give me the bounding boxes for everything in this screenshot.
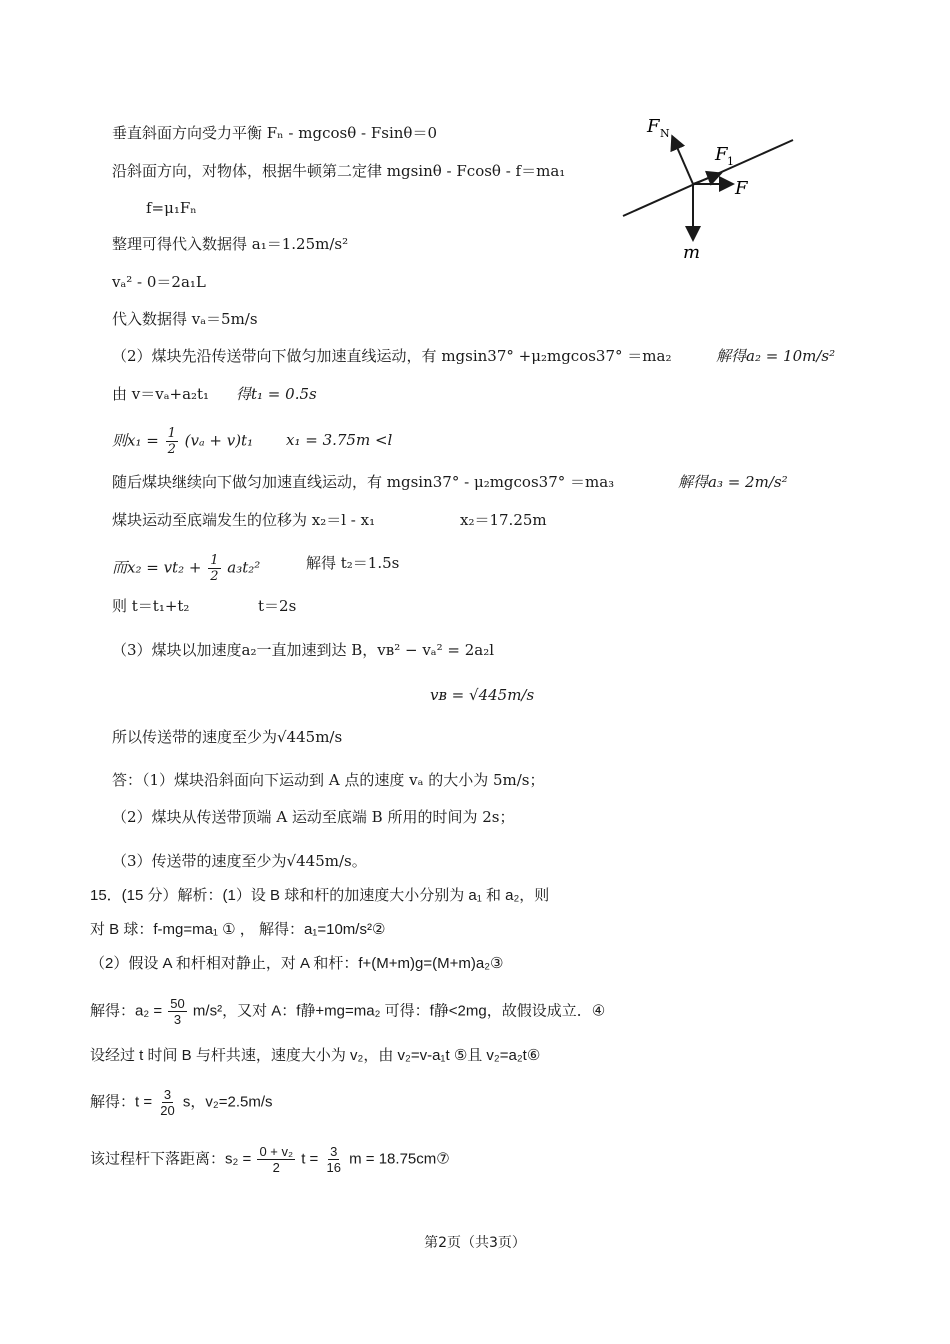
text-line: 代入数据得 vₐ＝5m/s xyxy=(112,310,258,328)
text-line: （3）煤块以加速度a₂一直加速到达 B，vʙ² − vₐ² = 2a₂l xyxy=(112,641,495,659)
math-part: (vₐ + v)t₁ xyxy=(184,431,254,450)
f-label: F xyxy=(735,178,748,199)
fraction: $\frac{50}{3}$ xyxy=(170,996,185,1027)
f1-label: F xyxy=(715,144,728,165)
text-part: 解得：a₂ = xyxy=(90,1002,163,1020)
text-line: 解得 t₂＝1.5s xyxy=(306,554,400,572)
text-part: 解得：t = xyxy=(90,1093,153,1111)
text-line: vₐ² - 0＝2a₁L xyxy=(112,273,206,291)
math-expression xyxy=(112,553,260,584)
fn-label-sub: N xyxy=(660,127,670,140)
normal-force-arrow xyxy=(673,138,693,184)
f1-arrow xyxy=(693,174,719,184)
text-line: 15．(15 分）解析：(1）设 B 球和杆的加速度大小分别为 a₁ 和 a₂，则 xyxy=(90,887,550,904)
math-part: a₃t₂² xyxy=(227,558,261,577)
text-line: （2）煤块先沿传送带向下做匀加速直线运动，有 mgsin37° +μ₂mgcos37° ＝ma₂ xyxy=(112,347,672,365)
text-line: x₂＝17.25m xyxy=(460,511,547,529)
text-line xyxy=(90,1144,450,1175)
math-expression: 解得a₃ = 2m/s² xyxy=(678,473,788,491)
text-line: 设经过 t 时间 B 与杆共速，速度大小为 v₂，由 v₂=v-a₁t ⑤且 v₂=a₂t⑥ xyxy=(90,1047,541,1064)
text-line: 所以传送带的速度至少为√445m/s xyxy=(112,728,343,746)
text-line: （2）假设 A 和杆相对静止，对 A 和杆：f+(M+m)g=(M+m)a₂③ xyxy=(90,955,504,972)
math-part: 则x₁ = xyxy=(112,431,159,450)
text-line: 由 v＝vₐ+a₂t₁ xyxy=(112,385,210,403)
text-line: 垂直斜面方向受力平衡 Fₙ - mgcosθ - Fsinθ＝0 xyxy=(112,124,437,142)
text-line: 对 B 球：f-mg=ma₁ ① ， 解得：a₁=10m/s²② xyxy=(90,921,386,938)
text-part: t = xyxy=(301,1150,319,1168)
text-part: m/s²，又对 A：f静+mg=ma₂ 可得：f静<2mg，故假设成立．④ xyxy=(192,1002,606,1020)
text-part: m = 18.75cm⑦ xyxy=(349,1150,450,1168)
fraction: $\frac{1}{2}$ xyxy=(210,553,219,584)
math-part: 而x₂ = vt₂ + xyxy=(112,558,202,577)
fraction: $\frac{1}{2}$ xyxy=(167,426,176,457)
text-line: t＝2s xyxy=(258,597,297,615)
text-line: f=μ₁Fₙ xyxy=(146,199,197,217)
page-footer: 第2页（共3页） xyxy=(424,1235,526,1251)
m-label: m xyxy=(683,242,701,263)
force-diagram xyxy=(615,110,800,265)
text-line: 沿斜面方向，对物体，根据牛顿第二定律 mgsinθ - Fcosθ - f＝ma₁ xyxy=(112,162,566,180)
fraction: $\frac{\text{0 + v₂}}{2}$ xyxy=(259,1144,294,1175)
text-part: s，v₂=2.5m/s xyxy=(182,1093,273,1111)
text-line: 煤块运动至底端发生的位移为 x₂＝l - x₁ xyxy=(112,511,376,529)
text-line: （2）煤块从传送带顶端 A 运动至底端 B 所用的时间为 2s； xyxy=(112,808,515,826)
math-expression xyxy=(112,426,253,457)
text-line: 答：（1）煤块沿斜面向下运动到 A 点的速度 vₐ 的大小为 5m/s； xyxy=(112,771,545,789)
math-expression: vʙ = √445m/s xyxy=(430,686,535,704)
f1-label-sub: 1 xyxy=(727,155,734,168)
text-line: （3）传送带的速度至少为√445m/s。 xyxy=(112,852,367,870)
math-expression: 得t₁ = 0.5s xyxy=(236,385,317,403)
text-line: 则 t＝t₁+t₂ xyxy=(112,597,190,615)
text-line: 随后煤块继续向下做匀加速直线运动，有 mgsin37° - μ₂mgcos37° ＝ma₃ xyxy=(112,473,615,491)
text-part: 该过程杆下落距离：s₂ = xyxy=(90,1150,252,1168)
text-line: 整理可得代入数据得 a₁＝1.25m/s² xyxy=(112,235,349,253)
math-expression: 解得a₂ = 10m/s² xyxy=(716,347,836,365)
fraction: $\frac{3}{20}$ xyxy=(160,1087,175,1118)
math-expression: x₁ = 3.75m <l xyxy=(286,431,393,449)
fraction: $\frac{3}{16}$ xyxy=(326,1144,341,1175)
fn-label: F xyxy=(647,116,660,137)
text-line xyxy=(90,1087,273,1118)
text-line xyxy=(90,996,605,1027)
